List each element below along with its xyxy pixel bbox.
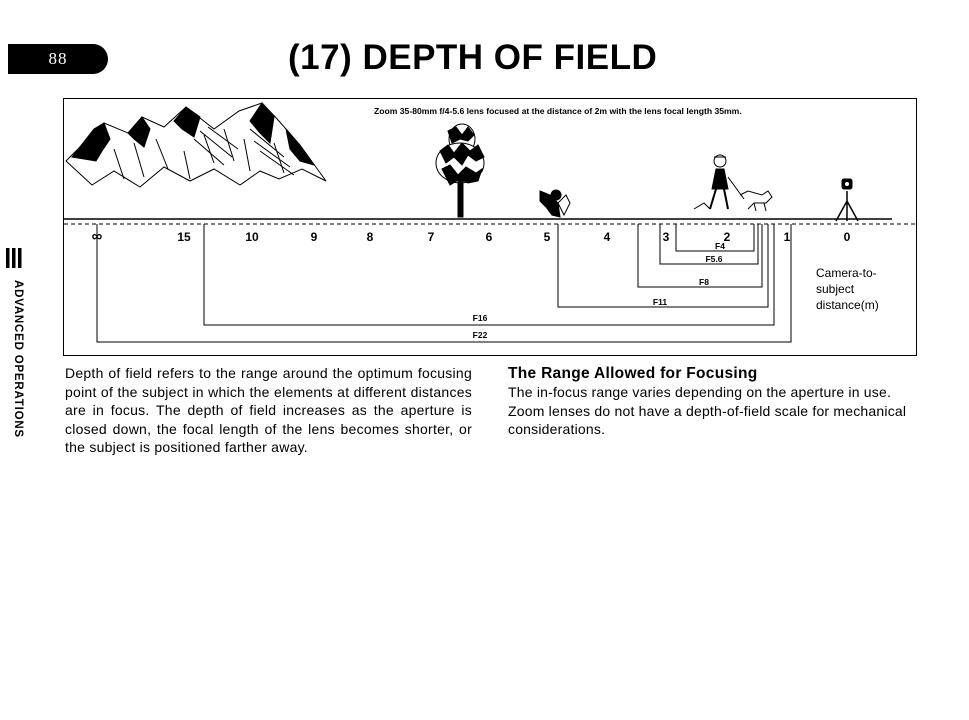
distance-mark: 1 <box>783 230 791 244</box>
diagram-caption: Zoom 35-80mm f/4-5.6 lens focused at the distance of 2m with the lens focal length 35mm. <box>374 106 742 116</box>
section-marker-icon <box>6 246 24 270</box>
range-bracket-f22 <box>97 224 791 342</box>
intro-paragraph: Depth of field refers to the range around the optimum focusing point of the subject in which the elements at different distances are in focus. The depth of field increases as the aperture is closed down, the focal length of the lens becomes shorter, or the subject is positioned farther away. <box>65 365 472 455</box>
crouching-person-illustration <box>540 190 570 217</box>
distance-mark: 2 <box>723 230 731 244</box>
aperture-label: F22 <box>472 330 488 340</box>
axis-label <box>816 266 879 312</box>
diagram-canvas <box>64 99 917 356</box>
mountains-illustration <box>66 103 326 187</box>
distance-mark: ∞ <box>91 228 103 245</box>
aperture-label: F16 <box>472 313 488 323</box>
aperture-label: F8 <box>699 277 709 287</box>
page-number-tab <box>8 44 108 74</box>
distance-mark: 10 <box>245 230 259 244</box>
section-heading: The Range Allowed for Focusing <box>508 365 758 382</box>
page-title: (17) DEPTH OF FIELD <box>288 38 658 77</box>
tree-illustration <box>436 124 484 217</box>
focus-range-section <box>508 364 920 439</box>
distance-mark: 6 <box>485 230 493 244</box>
depth-of-field-diagram <box>63 98 917 356</box>
axis-label-line: distance(m) <box>816 298 879 312</box>
distance-mark: 0 <box>843 230 851 244</box>
axis-label-line: subject <box>816 282 855 296</box>
distance-mark: 8 <box>366 230 374 244</box>
section-label: ADVANCED OPERATIONS <box>12 280 24 438</box>
camera-tripod-icon <box>836 179 858 221</box>
axis-label-line: Camera-to- <box>816 266 877 280</box>
distance-mark: 7 <box>427 230 435 244</box>
aperture-brackets <box>97 224 791 342</box>
child-with-dog-illustration <box>694 155 772 211</box>
section-side-tab <box>6 246 24 456</box>
distance-mark: 9 <box>310 230 318 244</box>
distance-scale <box>92 228 851 245</box>
page-number: 88 <box>48 49 68 68</box>
distance-mark: 4 <box>603 230 611 244</box>
aperture-label: F5.6 <box>705 254 723 264</box>
section-paragraph: The in-focus range varies depending on the aperture in use. Zoom lenses do not have a depth-of-field scale for mechanical considerations. <box>508 384 907 437</box>
aperture-label: F11 <box>652 297 668 307</box>
aperture-label: F4 <box>715 241 725 251</box>
distance-mark: 5 <box>543 230 551 244</box>
distance-mark: 15 <box>177 230 191 244</box>
distance-mark: 3 <box>662 230 670 244</box>
